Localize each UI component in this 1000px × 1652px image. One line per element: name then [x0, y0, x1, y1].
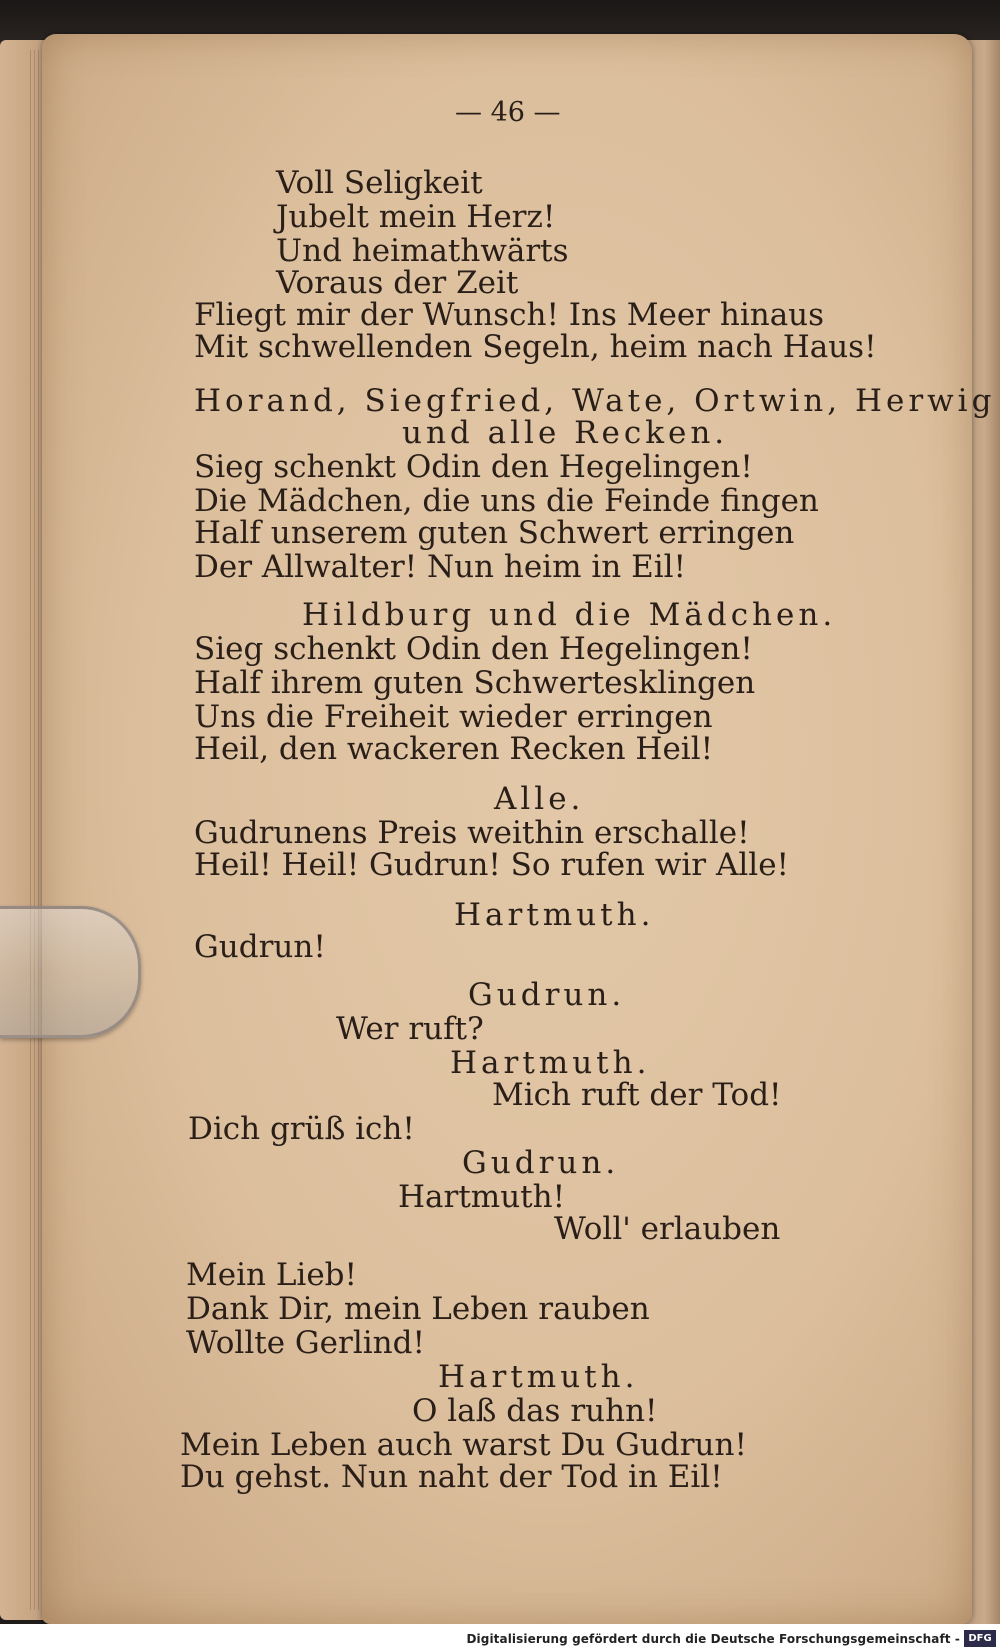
verse-line: Sieg schenkt Odin den Hegelingen!	[194, 449, 753, 485]
verse-line: Wollte Gerlind!	[186, 1325, 425, 1361]
speaker-heading: und alle Recken.	[402, 415, 729, 451]
verse-line: Hartmuth!	[398, 1179, 566, 1215]
verse-line: Du gehst. Nun naht der Tod in Eil!	[180, 1459, 723, 1495]
verse-line: Voraus der Zeit	[276, 265, 519, 301]
page-number: — 46 —	[455, 97, 561, 128]
verse-line: Wer ruft?	[336, 1011, 484, 1047]
verse-line: Voll Seligkeit	[276, 165, 483, 201]
verse-line: Fliegt mir der Wunsch! Ins Meer hinaus	[194, 297, 825, 333]
verse-line: Half ihrem guten Schwertesklingen	[194, 665, 756, 701]
dfg-logo: DFG	[964, 1630, 996, 1647]
verse-line: Mein Leben auch warst Du Gudrun!	[180, 1427, 747, 1463]
verse-line: Die Mädchen, die uns die Feinde fingen	[194, 483, 819, 519]
digitization-credit: Digitalisierung gefördert durch die Deutsche Forschungsgemeinschaft -	[466, 1632, 960, 1646]
speaker-heading: Horand, Siegfried, Wate, Ortwin, Herwig	[194, 383, 996, 419]
verse-line: Gudrunens Preis weithin erschalle!	[194, 815, 750, 851]
verse-line: Uns die Freiheit wieder erringen	[194, 699, 713, 735]
verse-line: O laß das ruhn!	[412, 1393, 658, 1429]
verse-line: Mich ruft der Tod!	[492, 1077, 782, 1113]
verse-line: Mein Lieb!	[186, 1257, 357, 1293]
verse-line: Woll' erlauben	[554, 1211, 781, 1247]
verse-line: Half unserem guten Schwert erringen	[194, 515, 795, 551]
verse-line: Dank Dir, mein Leben rauben	[186, 1291, 650, 1327]
verse-line: Heil, den wackeren Recken Heil!	[194, 731, 714, 767]
verse-line: Sieg schenkt Odin den Hegelingen!	[194, 631, 753, 667]
verse-line: Jubelt mein Herz!	[276, 199, 556, 235]
verse-line: Dich grüß ich!	[188, 1111, 415, 1147]
verse-line: Mit schwellenden Segeln, heim nach Haus!	[194, 329, 877, 365]
speaker-heading: Alle.	[494, 781, 585, 817]
speaker-heading: Hartmuth.	[450, 1045, 651, 1081]
speaker-heading: Hartmuth.	[438, 1359, 639, 1395]
speaker-heading: Gudrun.	[462, 1145, 620, 1181]
plastic-page-clip	[0, 906, 141, 1038]
verse-line: Heil! Heil! Gudrun! So rufen wir Alle!	[194, 847, 789, 883]
speaker-heading: Gudrun.	[468, 977, 626, 1013]
verse-line: Der Allwalter! Nun heim in Eil!	[194, 549, 686, 585]
verse-line: Gudrun!	[194, 929, 326, 965]
verse-line: Und heimathwärts	[276, 233, 569, 269]
speaker-heading: Hildburg und die Mädchen.	[302, 597, 837, 633]
speaker-heading: Hartmuth.	[454, 897, 655, 933]
